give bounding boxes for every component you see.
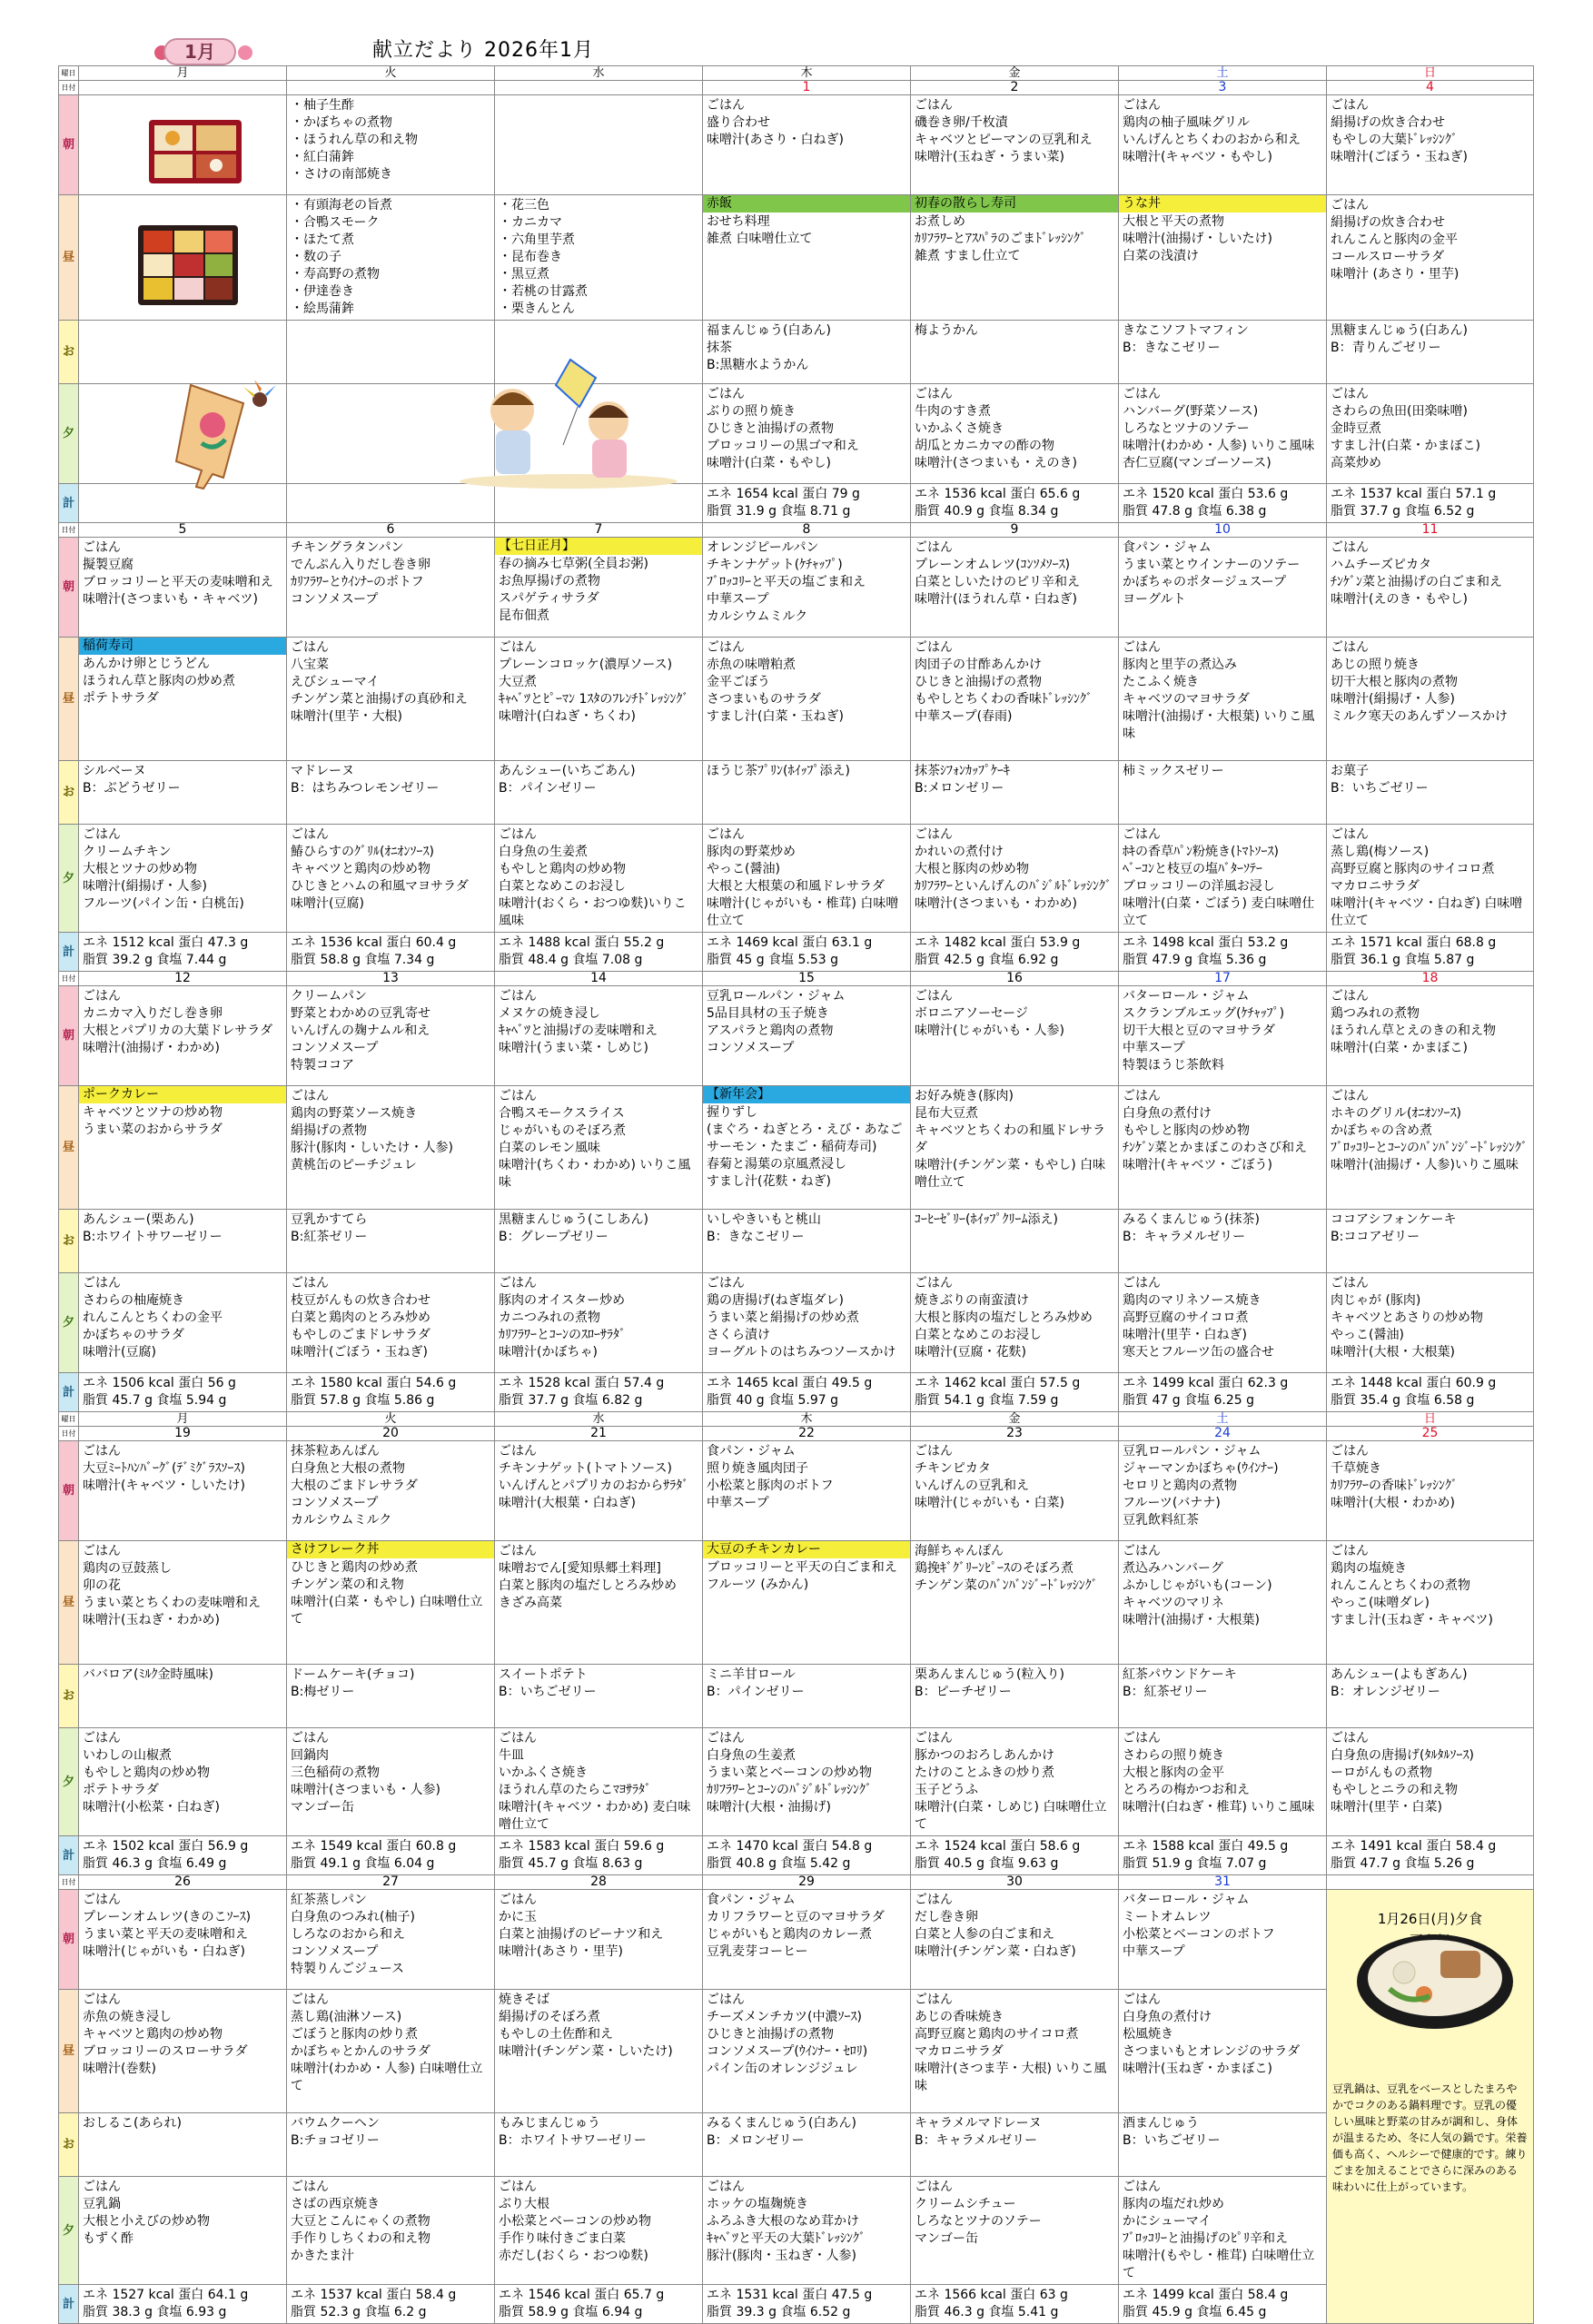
- menu-hiru-cell: さけフレーク丼 ひじきと鶏肉の炒め煮 チンゲン菜の和え物 味噌汁(白菜・もやし) 白味噌仕立て: [287, 1541, 495, 1665]
- menu-o-cell: 黒糖まんじゅう(こしあん) B：グレープゼリー: [495, 1210, 703, 1273]
- menu-yu-cell: ごはん 枝豆がんもの炊き合わせ 白菜と鶏肉のとろみ炒め もやしのごまドレサラダ 味噌汁(ごぼう・玉ねぎ): [287, 1273, 495, 1373]
- menu-hiru-cell: 稲荷寿司 あんかけ卵とじうどん ほうれん草と豚肉の炒め煮 ポテトサラダ: [79, 638, 287, 761]
- menu-yu-cell: ごはん さばの西京焼き 大豆とこんにゃくの煮物 手作りしちくわの和え物 かきたま汁: [287, 2177, 495, 2285]
- menu-hiru-cell: 大豆のチキンカレー ブロッコリーと平天の白ごま和え フルーツ (みかん): [703, 1541, 911, 1665]
- menu-o-cell: きなこソフトマフィン B：きなこゼリー: [1119, 321, 1327, 384]
- date-cell: 15: [703, 972, 911, 986]
- meal-label-o: お: [59, 321, 79, 384]
- date-cell: 17: [1119, 972, 1327, 986]
- menu-hiru-cell: ごはん 赤魚の焼き浸し キャベツと鶏肉の炒め物 ブロッコリーのスローサラダ 味噌汁(巻麩): [79, 1990, 287, 2113]
- menu-hiru-cell: ごはん ホキのグリル(ｵﾆｵﾝｿｰｽ) かぼちゃの含め煮 ﾌﾞﾛｯｺﾘｰとｺｰﾝのﾊﾞﾝﾊﾞﾝｼﾞｰﾄﾞﾚｯｼﾝｸﾞ 味噌汁(油揚げ・人参)いりこ風味: [1327, 1086, 1534, 1210]
- menu-kei-cell: エネ 1549 kcal 蛋白 60.8 g 脂質 49.1 g 食塩 6.04 g: [287, 1836, 495, 1875]
- meal-label-yu: 夕: [59, 1273, 79, 1373]
- date-cell: 3: [1119, 81, 1327, 95]
- menu-yu-cell: ごはん 白身魚の唐揚げ(ﾀﾙﾀﾙｿｰｽ) ーロがんもの煮物 もやしとニラの和え物 味噌汁(里芋・白菜): [1327, 1728, 1534, 1836]
- menu-o-cell: マドレーヌ B：はちみつレモンゼリー: [287, 761, 495, 825]
- youbi-label: 曜日: [59, 1412, 79, 1427]
- weekday-row: [59, 1412, 1534, 1427]
- menu-hiru-cell: 海鮮ちゃんぽん 鶏挽ｷﾞｸﾞﾘｰﾝﾋﾟｰｽのそぼろ煮 チンゲン菜のﾊﾞﾝﾊﾞﾝｼﾞｰﾄﾞﾚｯｼﾝｸﾞ: [911, 1541, 1119, 1665]
- date-row: [59, 1427, 1534, 1441]
- weekday-header: 月: [79, 1412, 287, 1427]
- menu-hiru-cell: ごはん あじの照り焼き 切干大根と豚肉の煮物 味噌汁(絹揚げ・人参) ミルク寒天のあんずソースかけ: [1327, 638, 1534, 761]
- weekday-header: 水: [495, 66, 703, 81]
- menu-kei-cell: エネ 1528 kcal 蛋白 57.4 g 脂質 37.7 g 食塩 6.82 g: [495, 1373, 703, 1412]
- menu-yu-cell: ごはん ﾎｷの香草ﾊﾟﾝ粉焼き(ﾄﾏﾄｿｰｽ) ﾍﾞｰｺﾝと枝豆の塩ﾊﾞﾀｰｿﾃｰ ブロッコリーの洋風お浸し 味噌汁(白菜・ごぼう) 麦白味噌仕立て: [1119, 825, 1327, 933]
- menu-asa-cell: ごはん 千草焼き ｶﾘﾌﾗﾜｰの香味ﾄﾞﾚｯｼﾝｸﾞ 味噌汁(大根・わかめ): [1327, 1441, 1534, 1541]
- meal-label-kei: 計: [59, 2285, 79, 2324]
- menu-kei-cell: エネ 1462 kcal 蛋白 57.5 g 脂質 54.1 g 食塩 7.59 g: [911, 1373, 1119, 1412]
- menu-asa-cell: ごはん カニカマ入りだし巻き卵 大根とパプリカの大葉ドレサラダ 味噌汁(油揚げ・わかめ): [79, 986, 287, 1086]
- menu-o-cell: ｺｰﾋｰｾﾞﾘｰ(ﾎｲｯﾌﾟｸﾘｰﾑ添え): [911, 1210, 1119, 1273]
- menu-hiru-cell: ・有頭海老の旨煮 ・合鴨スモーク ・ほたて煮 ・数の子 ・寿高野の煮物 ・伊達巻き ・絵馬蒲鉾: [287, 195, 495, 321]
- weekday-header: 金: [911, 1412, 1119, 1427]
- menu-kei-cell: エネ 1488 kcal 蛋白 55.2 g 脂質 48.4 g 食塩 7.08 g: [495, 933, 703, 972]
- menu-yu-cell: ごはん 回鍋肉 三色稲荷の煮物 味噌汁(さつまいも・人参) マンゴー缶: [287, 1728, 495, 1836]
- menu-o-cell: 紅茶パウンドケーキ B：紅茶ゼリー: [1119, 1665, 1327, 1728]
- meal-row-asa: [59, 538, 1534, 638]
- menu-yu-cell: ごはん 肉じゃが (豚肉) キャベツとあさりの炒め物 やっこ(醤油) 味噌汁(大根・大根葉): [1327, 1273, 1534, 1373]
- meal-row-o: [59, 2113, 1534, 2177]
- meal-row-hiru: [59, 1990, 1534, 2113]
- date-row: [59, 523, 1534, 538]
- menu-hiru-cell: ごはん プレーンコロッケ(濃厚ソース) 大豆煮 ｷｬﾍﾞﾂとﾋﾟｰﾏﾝ 1ｽﾀのﾌﾚﾝﾁﾄﾞﾚｯｼﾝｸﾞ 味噌汁(白ねぎ・ちくわ): [495, 638, 703, 761]
- date-cell: 24: [1119, 1427, 1327, 1441]
- menu-asa-cell: 食パン・ジャム カリフラワーと豆のマヨサラダ じゃがいもと鶏肉のカレー煮 豆乳麦芽コーヒー: [703, 1890, 911, 1990]
- menu-o-cell: 柿ミックスゼリー: [1119, 761, 1327, 825]
- menu-o-cell: 栗あんまんじゅう(粒入り) B：ピーチゼリー: [911, 1665, 1119, 1728]
- menu-asa-cell: オレンジピールパン チキンナゲット(ｹﾁｬｯﾌﾟ) ﾌﾞﾛｯｺﾘｰと平天の塩ごま和え 中華スープ カルシウムミルク: [703, 538, 911, 638]
- menu-asa-cell: ごはん 絹揚げの炊き合わせ もやしの大葉ﾄﾞﾚｯｼﾝｸﾞ 味噌汁(ごぼう・玉ねぎ): [1327, 95, 1534, 195]
- menu-o-cell: 酒まんじゅう B：いちごゼリー: [1119, 2113, 1327, 2177]
- weekday-header: 木: [703, 66, 911, 81]
- menu-yu-cell: ごはん クリームシチュー しろなとツナのソテー マンゴー缶: [911, 2177, 1119, 2285]
- menu-kei-cell: エネ 1506 kcal 蛋白 56 g 脂質 45.7 g 食塩 5.94 g: [79, 1373, 287, 1412]
- menu-asa-cell: 豆乳ロールパン・ジャム ジャーマンかぼちゃ(ｳｲﾝﾅｰ) セロリと鶏肉の煮物 フルーツ(バナナ) 豆乳飲料紅茶: [1119, 1441, 1327, 1541]
- menu-kei-cell: エネ 1448 kcal 蛋白 60.9 g 脂質 35.4 g 食塩 6.58 g: [1327, 1373, 1534, 1412]
- menu-yu-cell: ごはん ハンバーグ(野菜ソース) しろなとツナのソテー 味噌汁(わかめ・人参) いりこ風味 杏仁豆腐(マンゴーソース): [1119, 384, 1327, 484]
- menu-o-cell: みるくまんじゅう(抹茶) B：キャラメルゼリー: [1119, 1210, 1327, 1273]
- menu-hiru-cell: 【新年会】 握りずし (まぐろ・ねぎとろ・えび・あなご サーモン・たまご・稲荷寿司) 春菊と湯葉の京風煮浸し すまし汁(花麩・ねぎ): [703, 1086, 911, 1210]
- menu-o-cell: ドームケーキ(チョコ) B:梅ゼリー: [287, 1665, 495, 1728]
- date-cell: 21: [495, 1427, 703, 1441]
- date-cell: 18: [1327, 972, 1534, 986]
- menu-asa-cell: チキングラタンパン でんぷん入りだし巻き卵 ｶﾘﾌﾗﾜｰとｳｲﾝﾅｰのポトフ コンソメスープ: [287, 538, 495, 638]
- menu-hiru-cell: ごはん あじの香味焼き 高野豆腐と鶏肉のサイコロ煮 マカロニサラダ 味噌汁(さつま芋・大根) いりこ風味: [911, 1990, 1119, 2113]
- meal-label-o: お: [59, 2113, 79, 2177]
- menu-hiru-cell: お好み焼き(豚肉) 昆布大豆煮 キャベツとちくわの和風ドレサラダ 味噌汁(チンゲン菜・もやし) 白味噌仕立て: [911, 1086, 1119, 1210]
- menu-kei-cell: エネ 1469 kcal 蛋白 63.1 g 脂質 45 g 食塩 5.53 g: [703, 933, 911, 972]
- menu-asa-cell: [495, 95, 703, 195]
- date-cell: 10: [1119, 523, 1327, 538]
- youbi-label: 曜日: [59, 66, 79, 81]
- menu-yu-cell: ごはん ぶり大根 小松菜とベーコンの炒め物 手作り味付きごま白菜 赤だし(おくら・おつゆ麩): [495, 2177, 703, 2285]
- menu-hiru-cell: ごはん 煮込みハンバーグ ふかしじゃがいも(コーン) キャベツのマリネ 味噌汁(油揚げ・大根葉): [1119, 1541, 1327, 1665]
- meal-label-kei: 計: [59, 1373, 79, 1412]
- tonyu-nabe-image: [1353, 1923, 1517, 2032]
- menu-hiru-cell: 焼きそば 絹揚げのそぼろ煮 もやしの土佐酢和え 味噌汁(チンゲン菜・しいたけ): [495, 1990, 703, 2113]
- menu-asa-cell: ごはん 大豆ﾐｰﾄﾊﾝﾊﾞｰｸﾞ(ﾃﾞﾐｸﾞﾗｽｿｰｽ) 味噌汁(キャベツ・しいたけ): [79, 1441, 287, 1541]
- meal-label-asa: 朝: [59, 95, 79, 195]
- menu-kei-cell: エネ 1520 kcal 蛋白 53.6 g 脂質 47.8 g 食塩 6.38 g: [1119, 484, 1327, 523]
- menu-o-cell: ココアシフォンケーキ B:ココアゼリー: [1327, 1210, 1534, 1273]
- menu-o-cell: あんシュー(栗あん) B:ホワイトサワーゼリー: [79, 1210, 287, 1273]
- hizuke-label: 日付: [59, 972, 79, 986]
- date-cell: 30: [911, 1875, 1119, 1890]
- menu-kei-cell: エネ 1546 kcal 蛋白 65.7 g 脂質 58.9 g 食塩 6.94 g: [495, 2285, 703, 2324]
- date-cell: 22: [703, 1427, 911, 1441]
- menu-hiru-cell: 初春の散らし寿司 お煮しめ ｶﾘﾌﾗﾜｰとｱｽﾊﾟﾗのごまﾄﾞﾚｯｼﾝｸﾞ 雑煮 すまし仕立て: [911, 195, 1119, 321]
- menu-o-cell: おしるこ(あられ): [79, 2113, 287, 2177]
- meal-label-yu: 夕: [59, 825, 79, 933]
- weekday-row: [59, 66, 1534, 81]
- date-cell: 16: [911, 972, 1119, 986]
- menu-o-cell: バウムクーヘン B:チョコゼリー: [287, 2113, 495, 2177]
- date-cell: 5: [79, 523, 287, 538]
- meal-label-yu: 夕: [59, 2177, 79, 2285]
- date-cell: 6: [287, 523, 495, 538]
- weekday-header: 火: [287, 1412, 495, 1427]
- menu-yu-cell: ごはん 豆乳鍋 大根と小えびの炒め物 もずく酢: [79, 2177, 287, 2285]
- meal-row-asa: [59, 986, 1534, 1086]
- date-cell: 12: [79, 972, 287, 986]
- menu-asa-cell: 紅茶蒸しパン 白身魚のつみれ(柚子) しろなのおから和え コンソメスープ 特製りんごジュース: [287, 1890, 495, 1990]
- special-dish-banner: うな丼: [1119, 195, 1326, 213]
- menu-asa-cell: ごはん 鶏つみれの煮物 ほうれん草とえのきの和え物 味噌汁(白菜・かまぼこ): [1327, 986, 1534, 1086]
- menu-kei-cell: エネ 1537 kcal 蛋白 58.4 g 脂質 52.3 g 食塩 6.2 g: [287, 2285, 495, 2324]
- menu-asa-cell: ごはん 擬製豆腐 ブロッコリーと平天の麦味噌和え 味噌汁(さつまいも・キャベツ): [79, 538, 287, 638]
- menu-kei-cell: エネ 1536 kcal 蛋白 65.6 g 脂質 40.9 g 食塩 8.34 g: [911, 484, 1119, 523]
- hagoita-icon: [160, 380, 287, 494]
- weekday-header: 土: [1119, 66, 1327, 81]
- meal-row-o: [59, 761, 1534, 825]
- meal-label-hiru: 昼: [59, 195, 79, 321]
- menu-yu-cell: ごはん さわらの魚田(田楽味噌) 金時豆煮 すまし汁(白菜・かまぼこ) 高菜炒め: [1327, 384, 1534, 484]
- meal-label-yu: 夕: [59, 1728, 79, 1836]
- meal-row-asa: [59, 1890, 1534, 1990]
- menu-yu-cell: ごはん 鶏の唐揚げ(ねぎ塩ダレ) うまい菜と絹揚げの炒め煮 さくら漬け ヨーグルトのはちみつソースかけ: [703, 1273, 911, 1373]
- menu-hiru-cell: ・花三色 ・カニカマ ・六角里芋煮 ・昆布巻き ・黒豆煮 ・若桃の甘露煮 ・栗きんとん: [495, 195, 703, 321]
- meal-label-asa: 朝: [59, 1441, 79, 1541]
- meal-label-o: お: [59, 761, 79, 825]
- menu-o-cell: もみじまんじゅう B：ホワイトサワーゼリー: [495, 2113, 703, 2177]
- menu-yu-cell: ごはん いわしの山椒煮 もやしと鶏肉の炒め物 ポテトサラダ 味噌汁(小松菜・白ねぎ): [79, 1728, 287, 1836]
- date-cell: 31: [1119, 1875, 1327, 1890]
- menu-o-cell: お菓子 B：いちごゼリー: [1327, 761, 1534, 825]
- menu-kei-cell: エネ 1531 kcal 蛋白 47.5 g 脂質 39.3 g 食塩 6.52 g: [703, 2285, 911, 2324]
- menu-o-cell: ミニ羊甘ロール B：パインゼリー: [703, 1665, 911, 1728]
- menu-asa-cell: ごはん ハムチーズピカタ ﾁﾝｹﾞﾝ菜と油揚げの白ごま和え 味噌汁(えのき・もやし): [1327, 538, 1534, 638]
- meal-label-hiru: 昼: [59, 1990, 79, 2113]
- date-cell: [1327, 1875, 1534, 1890]
- meal-row-yu: [59, 1273, 1534, 1373]
- feature-title: 1月26日(月)夕食: [1377, 1911, 1483, 1927]
- feature-text: 豆乳鍋は、豆乳をベースとしたまろやかでコクのある鍋料理です。豆乳の優しい風味と野菜の甘みが調和し、身体が温まるため、冬に人気の鍋です。栄養価も高く、ヘルシーで健康的です。練りごまを加えることでさらに深みのある味わいに仕上がっています。: [1332, 2082, 1528, 2193]
- special-dish-banner: ポークカレー: [79, 1086, 286, 1103]
- menu-asa-cell: ごはん プレーンオムレツ(きのこｿｰｽ) うまい菜と平天の麦味噌和え 味噌汁(じゃがいも・白ねぎ): [79, 1890, 287, 1990]
- menu-o-cell: ほうじ茶ﾌﾟﾘﾝ(ﾎｲｯﾌﾟ添え): [703, 761, 911, 825]
- date-row: [59, 81, 1534, 95]
- menu-yu-cell: ごはん ホッケの塩麹焼き ふろふき大根のなめ茸かけ ｷｬﾍﾞﾂと平天の大葉ﾄﾞﾚｯｼﾝｸﾞ 豚汁(豚肉・玉ねぎ・人参): [703, 2177, 911, 2285]
- menu-o-cell: あんシュー(よもぎあん) B：オレンジゼリー: [1327, 1665, 1534, 1728]
- meal-label-o: お: [59, 1665, 79, 1728]
- date-cell: 19: [79, 1427, 287, 1441]
- menu-kei-cell: エネ 1583 kcal 蛋白 59.6 g 脂質 45.7 g 食塩 8.63 g: [495, 1836, 703, 1875]
- menu-yu-cell: ごはん 豚かつのおろしあんかけ たけのことふきの炒り煮 玉子どうふ 味噌汁(白菜・しめじ) 白味噌仕立て: [911, 1728, 1119, 1836]
- meal-row-o: [59, 1665, 1534, 1728]
- hizuke-label: 日付: [59, 1875, 79, 1890]
- menu-asa-cell: ごはん 鶏肉の柚子風味グリル いんげんとちくわのおから和え 味噌汁(キャベツ・もやし): [1119, 95, 1327, 195]
- date-cell: 28: [495, 1875, 703, 1890]
- date-cell: 2: [911, 81, 1119, 95]
- menu-kei-cell: エネ 1512 kcal 蛋白 47.3 g 脂質 39.2 g 食塩 7.44 g: [79, 933, 287, 972]
- menu-asa-cell: バターロール・ジャム ミートオムレツ 小松菜とベーコンのボトフ 中華スープ: [1119, 1890, 1327, 1990]
- menu-kei-cell: エネ 1588 kcal 蛋白 49.5 g 脂質 51.9 g 食塩 7.07 g: [1119, 1836, 1327, 1875]
- menu-yu-cell: ごはん 鶏肉のマリネソース焼き 高野豆腐のサイコロ煮 味噌汁(里芋・白ねぎ) 寒天とフルーツ缶の盛合せ: [1119, 1273, 1327, 1373]
- hizuke-label: 日付: [59, 81, 79, 95]
- osechi-box-image: [134, 222, 242, 309]
- menu-hiru-cell: うな丼 大根と平天の煮物 味噌汁(油揚げ・しいたけ) 白菜の浅漬け: [1119, 195, 1327, 321]
- weekday-header: 日: [1327, 1412, 1534, 1427]
- meal-label-kei: 計: [59, 484, 79, 523]
- menu-o-cell: 豆乳かすてら B:紅茶ゼリー: [287, 1210, 495, 1273]
- menu-asa-cell: ごはん メヌケの焼き浸し ｷｬﾍﾞﾂと油揚げの麦味噌和え 味噌汁(うまい菜・しめじ): [495, 986, 703, 1086]
- flower-icon: [238, 45, 252, 60]
- menu-kei-cell: エネ 1580 kcal 蛋白 54.6 g 脂質 57.8 g 食塩 5.86 g: [287, 1373, 495, 1412]
- menu-kei-cell: エネ 1491 kcal 蛋白 58.4 g 脂質 47.7 g 食塩 5.26 g: [1327, 1836, 1534, 1875]
- menu-asa-cell: ごはん 盛り合わせ 味噌汁(あさり・白ねぎ): [703, 95, 911, 195]
- special-dish-banner: 大豆のチキンカレー: [703, 1541, 910, 1558]
- weekday-header: 月: [79, 66, 287, 81]
- special-dish-banner: 【七日正月】: [495, 538, 702, 555]
- menu-asa-cell: ごはん プレーンオムレツ(ｺﾝｿﾒｿｰｽ) 白菜としいたけのピリ辛和え 味噌汁(ほうれん草・白ねぎ): [911, 538, 1119, 638]
- weekday-header: 火: [287, 66, 495, 81]
- date-cell: 27: [287, 1875, 495, 1890]
- menu-hiru-cell: ごはん 白身魚の煮付け 松風焼き さつまいもとオレンジのサラダ 味噌汁(玉ねぎ・かまぼこ): [1119, 1990, 1327, 2113]
- meal-label-kei: 計: [59, 933, 79, 972]
- menu-kei-cell: エネ 1524 kcal 蛋白 58.6 g 脂質 40.5 g 食塩 9.63 g: [911, 1836, 1119, 1875]
- meal-label-asa: 朝: [59, 1890, 79, 1990]
- menu-asa-cell: 食パン・ジャム うまい菜とウインナーのソテー かぼちゃのポタージュスープ ヨーグルト: [1119, 538, 1327, 638]
- date-cell: 29: [703, 1875, 911, 1890]
- menu-o-cell: みるくまんじゅう(白あん) B：メロンゼリー: [703, 2113, 911, 2177]
- kite-children-image: [454, 354, 683, 490]
- page-header: [136, 25, 954, 71]
- menu-hiru-cell: ごはん 鶏肉の野菜ソース焼き 絹揚げの煮物 豚汁(豚肉・しいたけ・人参) 黄桃缶のピーチジュレ: [287, 1086, 495, 1210]
- date-cell: [287, 81, 495, 95]
- menu-kei-cell: エネ 1502 kcal 蛋白 56.9 g 脂質 46.3 g 食塩 6.49 g: [79, 1836, 287, 1875]
- menu-o-cell: 福まんじゅう(白あん) 抹茶 B:黒糖水ようかん: [703, 321, 911, 384]
- date-cell: 23: [911, 1427, 1119, 1441]
- meal-row-kei: [59, 933, 1534, 972]
- menu-yu-cell: ごはん 豚肉のオイスター炒め カニつみれの煮物 ｶﾘﾌﾗﾜｰとｺｰﾝのｽﾛｰｻﾗﾀﾞ 味噌汁(かぼちゃ): [495, 1273, 703, 1373]
- menu-yu-cell: ごはん 白身魚の生姜煮 うまい菜とベーコンの炒め物 ｶﾘﾌﾗﾜｰとｺｰﾝのﾊﾞｼﾞﾙﾄﾞﾚｯｼﾝｸﾞ 味噌汁(大根・油揚げ): [703, 1728, 911, 1836]
- menu-hiru-cell: ごはん 合鴨スモークスライス じゃがいものそぼろ煮 白菜のレモン風味 味噌汁(ちくわ・わかめ) いりこ風味: [495, 1086, 703, 1210]
- menu-hiru-cell: ごはん 赤魚の味噌粕煮 金平ごぼう さつまいものサラダ すまし汁(白菜・玉ねぎ): [703, 638, 911, 761]
- weekday-header: 土: [1119, 1412, 1327, 1427]
- menu-kei-cell: エネ 1498 kcal 蛋白 53.2 g 脂質 47.9 g 食塩 5.36 g: [1119, 933, 1327, 972]
- meal-row-hiru: [59, 1086, 1534, 1210]
- meal-label-yu: 夕: [59, 384, 79, 484]
- date-cell: 1: [703, 81, 911, 95]
- date-cell: 4: [1327, 81, 1534, 95]
- menu-o-cell: 抹茶ｼﾌｫﾝｶｯﾌﾟｹｰｷ B:メロンゼリー: [911, 761, 1119, 825]
- menu-asa-cell: ごはん かに玉 白菜と油揚げのピーナツ和え 味噌汁(あさり・里芋): [495, 1890, 703, 1990]
- date-cell: 20: [287, 1427, 495, 1441]
- menu-kei-cell: エネ 1566 kcal 蛋白 63 g 脂質 46.3 g 食塩 5.41 g: [911, 2285, 1119, 2324]
- menu-asa-cell: ごはん だし巻き卵 白菜と人参の白ごま和え 味噌汁(チンゲン菜・白ねぎ): [911, 1890, 1119, 1990]
- weekday-header: 水: [495, 1412, 703, 1427]
- meal-label-kei: 計: [59, 1836, 79, 1875]
- menu-asa-cell: 食パン・ジャム 照り焼き風肉団子 小松菜と豚肉のボトフ 中華スープ: [703, 1441, 911, 1541]
- meal-row-yu: [59, 825, 1534, 933]
- menu-hiru-cell: ごはん 蒸し鶏(油淋ソース) ごぼうと豚肉の炒り煮 かぼちゃとかんのサラダ 味噌汁(わかめ・人参) 白味噌仕立て: [287, 1990, 495, 2113]
- menu-asa-cell: バターロール・ジャム スクランブルエッグ(ｹﾁｬｯﾌﾟ) 切干大根と豆のマヨサラダ 中華スープ 特製ほうじ茶飲料: [1119, 986, 1327, 1086]
- menu-hiru-cell: ごはん 鶏肉の塩焼き れんこんとちくわの煮物 やっこ(味噌ダレ) すまし汁(玉ねぎ・キャベツ): [1327, 1541, 1534, 1665]
- date-cell: 11: [1327, 523, 1534, 538]
- date-cell: 8: [703, 523, 911, 538]
- menu-yu-cell: ごはん さわらの柚庵焼き れんこんとちくわの金平 かぼちゃのサラダ 味噌汁(豆腐): [79, 1273, 287, 1373]
- weekday-header: 日: [1327, 66, 1534, 81]
- meal-row-o: [59, 1210, 1534, 1273]
- meal-row-hiru: [59, 195, 1534, 321]
- menu-hiru-cell: ごはん 味噌おでん[愛知県郷土料理] 白菜と豚肉の塩だしとろみ炒め きざみ高菜: [495, 1541, 703, 1665]
- menu-hiru-cell: ごはん 豚肉と里芋の煮込み たこふく焼き キャベツのマヨサラダ 味噌汁(油揚げ・大根葉) いりこ風味: [1119, 638, 1327, 761]
- menu-yu-cell: ごはん 牛肉のすき煮 いかふくさ焼き 胡瓜とカニカマの酢の物 味噌汁(さつまいも・えのき): [911, 384, 1119, 484]
- menu-o-cell: あんシュー(いちごあん) B：パインゼリー: [495, 761, 703, 825]
- special-dish-banner: 赤飯: [703, 195, 910, 213]
- menu-yu-cell: ごはん 焼きぶりの南蛮漬け 大根と豚肉の塩だしとろみ炒め 白菜となめこのお浸し 味噌汁(豆腐・花麩): [911, 1273, 1119, 1373]
- menu-o-cell: ババロア(ﾐﾙｸ金時風味): [79, 1665, 287, 1728]
- menu-hiru-cell: ごはん 八宝菜 えびシューマイ チンゲン菜と油揚げの真砂和え 味噌汁(里芋・大根): [287, 638, 495, 761]
- menu-o-cell: いしやきいもと桃山 B：きなこゼリー: [703, 1210, 911, 1273]
- menu-asa-cell: 抹茶粒あんぱん 白身魚と大根の煮物 大根のごまドレサラダ コンソメスープ カルシウムミルク: [287, 1441, 495, 1541]
- osechi-bento-image: [145, 114, 245, 189]
- date-row: [59, 972, 1534, 986]
- menu-hiru-cell: 赤飯 おせち料理 雑煮 白味噌仕立て: [703, 195, 911, 321]
- menu-yu-cell: ごはん 鰆ひらすのｸﾞﾘﾙ(ｵﾆｵﾝｿｰｽ) キャベツと鶏肉の炒め物 ひじきとハムの和風マヨサラダ 味噌汁(豆腐): [287, 825, 495, 933]
- meal-label-asa: 朝: [59, 538, 79, 638]
- month-label: 1月: [163, 38, 236, 65]
- menu-o-cell: スイートポテト B：いちごゼリー: [495, 1665, 703, 1728]
- date-cell: 9: [911, 523, 1119, 538]
- menu-hiru-cell: ごはん 絹揚げの炊き合わせ れんこんと豚肉の金平 コールスローサラダ 味噌汁 (あさり・里芋): [1327, 195, 1534, 321]
- menu-yu-cell: ごはん 蒸し鶏(梅ソース) 高野豆腐と豚肉のサイコロ煮 マカロニサラダ 味噌汁(キャベツ・白ねぎ) 白味噌仕立て: [1327, 825, 1534, 933]
- menu-yu-cell: ごはん さわらの照り焼き 大根と豚肉の金平 とろろの梅かつお和え 味噌汁(白ねぎ・椎茸) いりこ風味: [1119, 1728, 1327, 1836]
- menu-kei-cell: エネ 1571 kcal 蛋白 68.8 g 脂質 36.1 g 食塩 5.87 g: [1327, 933, 1534, 972]
- date-cell: 25: [1327, 1427, 1534, 1441]
- menu-asa-cell: ごはん 磯巻き卵/千枚漬 キャベツとピーマンの豆乳和え 味噌汁(玉ねぎ・うまい菜): [911, 95, 1119, 195]
- menu-hiru-cell: ごはん 白身魚の煮付け もやしと豚肉の炒め物 ﾁﾝｹﾞﾝ菜とかまぼこのわさび和え 味噌汁(キャベツ・ごぼう): [1119, 1086, 1327, 1210]
- menu-yu-cell: ごはん 豚肉の野菜炒め やっこ(醤油) 大根と大根葉の和風ドレサラダ 味噌汁(じゃがいも・椎茸) 白味噌仕立て: [703, 825, 911, 933]
- meal-row-yu: [59, 1728, 1534, 1836]
- menu-kei-cell: エネ 1537 kcal 蛋白 57.1 g 脂質 37.7 g 食塩 6.52 g: [1327, 484, 1534, 523]
- menu-hiru-cell: ポークカレー キャベツとツナの炒め物 うまい菜のおからサラダ: [79, 1086, 287, 1210]
- date-cell: [495, 81, 703, 95]
- menu-yu-cell: ごはん かれいの煮付け 大根と豚肉の炒め物 ｶﾘﾌﾗﾜｰといんげんのﾊﾞｼﾞﾙﾄﾞﾚｯｼﾝｸﾞ 味噌汁(さつまいも・わかめ): [911, 825, 1119, 933]
- menu-yu-cell: ごはん 豚肉の塩だれ炒め かにシューマイ ﾌﾞﾛｯｺﾘｰと油揚げのﾋﾟﾘ辛和え 味噌汁(もやし・椎茸) 白味噌仕立て: [1119, 2177, 1327, 2285]
- menu-o-cell: シルベーヌ B：ぶどうゼリー: [79, 761, 287, 825]
- menu-kei-cell: エネ 1499 kcal 蛋白 62.3 g 脂質 47 g 食塩 6.25 g: [1119, 1373, 1327, 1412]
- meal-row-o: [59, 321, 1534, 384]
- meal-row-hiru: [59, 1541, 1534, 1665]
- special-dish-banner: さけフレーク丼: [287, 1541, 494, 1558]
- date-cell: 13: [287, 972, 495, 986]
- menu-kei-cell: エネ 1482 kcal 蛋白 53.9 g 脂質 42.5 g 食塩 6.92 g: [911, 933, 1119, 972]
- menu-kei-cell: エネ 1470 kcal 蛋白 54.8 g 脂質 40.8 g 食塩 5.42 g: [703, 1836, 911, 1875]
- meal-row-asa: [59, 95, 1534, 195]
- menu-asa-cell: 豆乳ロールパン・ジャム 5品目具材の玉子焼き アスパラと鶏肉の煮物 コンソメスープ: [703, 986, 911, 1086]
- meal-row-kei: [59, 1373, 1534, 1412]
- meal-label-asa: 朝: [59, 986, 79, 1086]
- menu-kei-cell: エネ 1536 kcal 蛋白 60.4 g 脂質 58.8 g 食塩 7.34 g: [287, 933, 495, 972]
- menu-kei-cell: エネ 1499 kcal 蛋白 58.4 g 脂質 45.9 g 食塩 6.45 g: [1119, 2285, 1327, 2324]
- date-row: [59, 1875, 1534, 1890]
- meal-row-kei: [59, 2285, 1534, 2324]
- special-dish-banner: 【新年会】: [703, 1086, 910, 1103]
- menu-asa-cell: ごはん チキンピカタ いんげんの豆乳和え 味噌汁(じゃがいも・白菜): [911, 1441, 1119, 1541]
- menu-asa-cell: ごはん ボロニアソーセージ 味噌汁(じゃがいも・人参): [911, 986, 1119, 1086]
- month-badge: [151, 33, 251, 69]
- menu-yu-cell: ごはん ぶりの照り焼き ひじきと油揚げの煮物 ブロッコリーの黒ゴマ和え 味噌汁(白菜・もやし): [703, 384, 911, 484]
- meal-row-yu: [59, 2177, 1534, 2285]
- hizuke-label: 日付: [59, 1427, 79, 1441]
- menu-asa-cell: ごはん チキンナゲット(トマトソース) いんげんとパプリカのおからｻﾗﾀﾞ 味噌汁(大根葉・白ねぎ): [495, 1441, 703, 1541]
- meal-row-kei: [59, 1836, 1534, 1875]
- meal-label-o: お: [59, 1210, 79, 1273]
- weekday-header: 木: [703, 1412, 911, 1427]
- menu-asa-cell: 【七日正月】 春の摘み七草粥(全員お粥) お魚厚揚げの煮物 スパゲティサラダ 昆布佃煮: [495, 538, 703, 638]
- date-cell: 26: [79, 1875, 287, 1890]
- hizuke-label: 日付: [59, 523, 79, 538]
- menu-o-cell: 梅ようかん: [911, 321, 1119, 384]
- meal-label-hiru: 昼: [59, 1541, 79, 1665]
- date-cell: [79, 81, 287, 95]
- menu-hiru-cell: ごはん 鶏肉の豆鼓蒸し 卯の花 うまい菜とちくわの麦味噌和え 味噌汁(玉ねぎ・わかめ): [79, 1541, 287, 1665]
- menu-kei-cell: エネ 1654 kcal 蛋白 79 g 脂質 31.9 g 食塩 8.71 g: [703, 484, 911, 523]
- menu-asa-cell: ・柚子生酢 ・かぼちゃの煮物 ・ほうれん草の和え物 ・紅白蒲鉾 ・さけの南部焼き: [287, 95, 495, 195]
- menu-o-cell: [79, 321, 287, 384]
- special-dish-banner: 稲荷寿司: [79, 638, 286, 655]
- menu-yu-cell: ごはん 牛皿 いかふくさ焼き ほうれん草のたらこﾏﾖｻﾗﾀﾞ 味噌汁(キャベツ・わかめ) 麦白味噌仕立て: [495, 1728, 703, 1836]
- menu-o-cell: キャラメルマドレーヌ B：キャラメルゼリー: [911, 2113, 1119, 2177]
- meal-row-hiru: [59, 638, 1534, 761]
- menu-kei-cell: エネ 1527 kcal 蛋白 64.1 g 脂質 38.3 g 食塩 6.93 g: [79, 2285, 287, 2324]
- special-dish-banner: 初春の散らし寿司: [911, 195, 1118, 213]
- page-title: 献立だより 2026年1月: [372, 39, 594, 62]
- menu-o-cell: 黒糖まんじゅう(白あん) B：青りんごゼリー: [1327, 321, 1534, 384]
- meal-label-hiru: 昼: [59, 638, 79, 761]
- date-cell: 14: [495, 972, 703, 986]
- date-cell: 7: [495, 523, 703, 538]
- menu-asa-cell: クリームパン 野菜とわかめの豆乳寄せ いんげんの麹ナムル和え コンソメスープ 特製ココア: [287, 986, 495, 1086]
- meal-label-hiru: 昼: [59, 1086, 79, 1210]
- menu-yu-cell: ごはん 白身魚の生姜煮 もやしと鶏肉の炒め物 白菜となめこのお浸し 味噌汁(おくら・おつゆ麩)いりこ風味: [495, 825, 703, 933]
- menu-yu-cell: ごはん クリームチキン 大根とツナの炒め物 味噌汁(絹揚げ・人参) フルーツ(パイン缶・白桃缶): [79, 825, 287, 933]
- menu-hiru-cell: ごはん 肉団子の甘酢あんかけ ひじきと油揚げの煮物 もやしとちくわの香味ﾄﾞﾚｯｼﾝｸﾞ 中華スープ(春雨): [911, 638, 1119, 761]
- menu-hiru-cell: ごはん チーズメンチカツ(中濃ｿｰｽ) ひじきと油揚げの煮物 コンソメスープ(ｳｲﾝﾅｰ・ｾﾛﾘ) パイン缶のオレンジジュレ: [703, 1990, 911, 2113]
- weekday-header: 金: [911, 66, 1119, 81]
- meal-row-asa: [59, 1441, 1534, 1541]
- menu-kei-cell: エネ 1465 kcal 蛋白 49.5 g 脂質 40 g 食塩 5.97 g: [703, 1373, 911, 1412]
